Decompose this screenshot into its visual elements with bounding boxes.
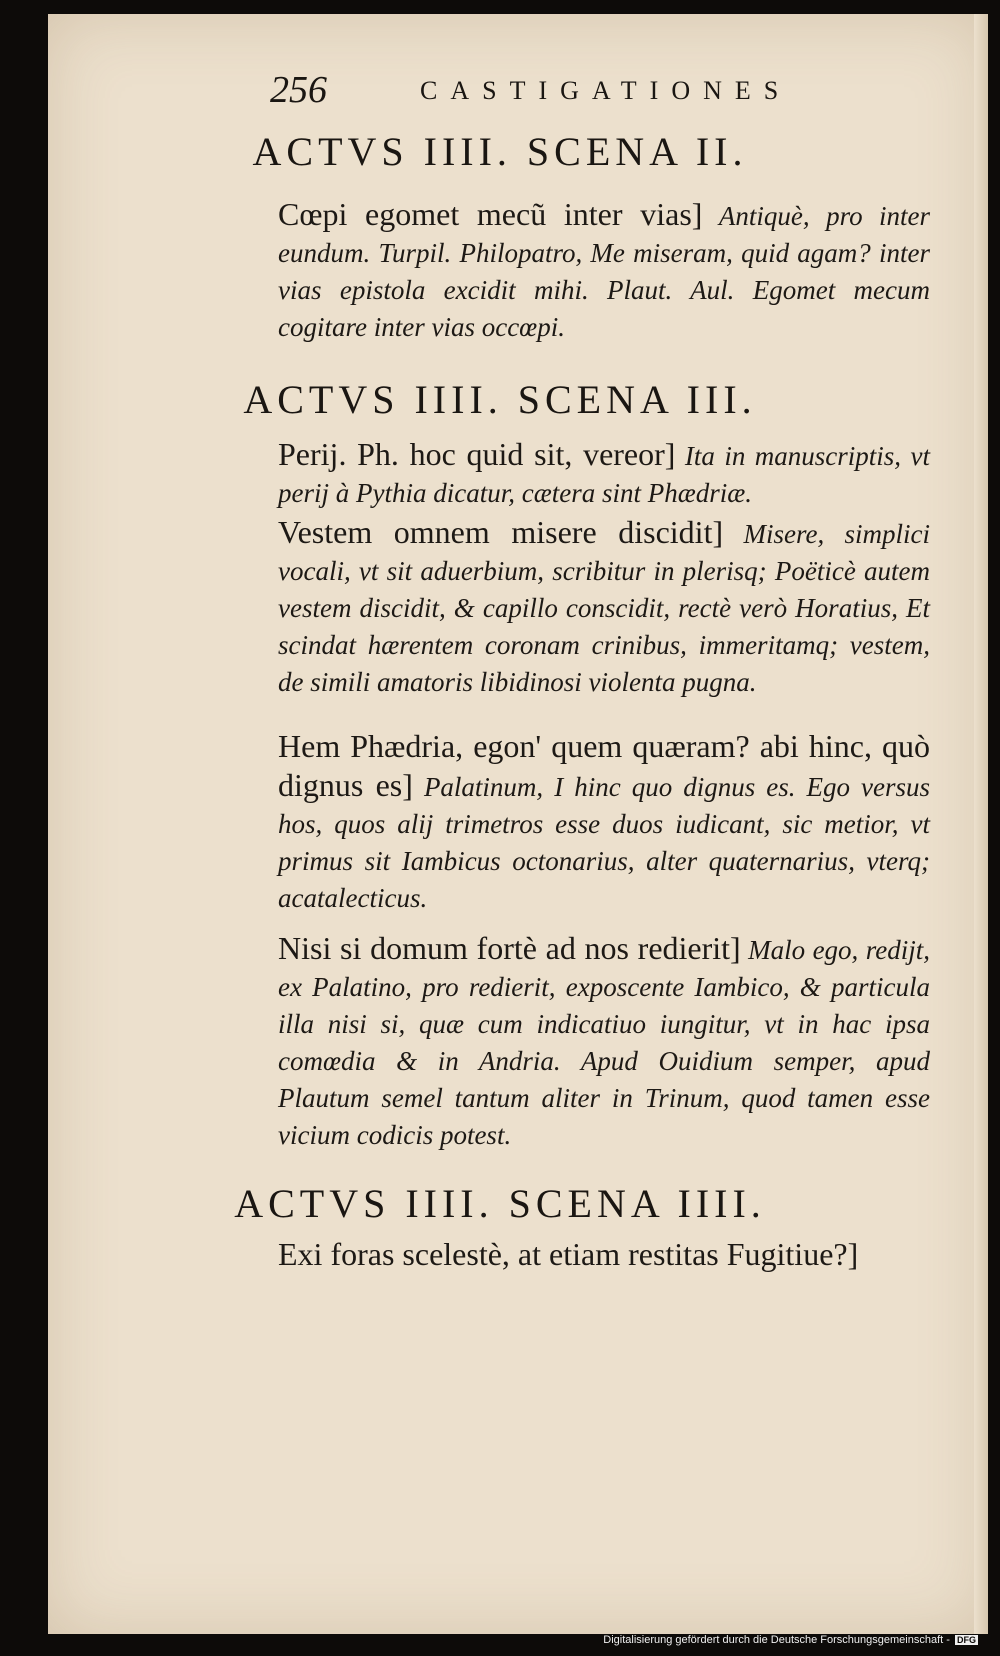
section-heading-scena-2: ACTVS IIII. SCENA II. (252, 129, 748, 174)
section-heading-scena-3: ACTVS IIII. SCENA III. (243, 377, 757, 422)
commentary-paragraph (278, 436, 930, 512)
commentary-note: Antiquè, pro inter eundum. Turpil. Philopatro, Me miseram, quid agam? inter vias epistola excidit mihi. Plaut. Aul. Egomet mecum cogitare inter vias occœpi. (278, 201, 931, 342)
commentary-note: Misere, simplici vocali, vt sit aduerbium, scribitur in plerisq; Poëticè autem vestem discidit, & capillo conscidit, rectè verò Horatius, Et scindat hærentem coronam crinibus, immeritamq; vestem, de simili amatoris libidinosi violenta pugna. (278, 519, 931, 697)
page-number: 256 (270, 69, 327, 111)
lemma: Cœpi egomet mecũ inter vias] (278, 196, 703, 232)
commentary-note: Palatinum, I hinc quo dignus es. Ego versus hos, quos alij trimetros esse duos iudicant, sic metior, vt primus sit Iambicus octonarius, alter quaternarius, vterq; acatalecticus. (278, 772, 930, 913)
section-heading-scena-4: ACTVS IIII. SCENA IIII. (234, 1181, 766, 1226)
lemma: Nisi si domum fortè ad nos redierit] (278, 930, 741, 966)
lemma: Hem Phædria, egon' quem quæram? abi hinc, quò dignus es] (278, 728, 930, 803)
running-head (270, 68, 890, 118)
dfg-logo: DFG (957, 1635, 976, 1646)
lemma: Vestem omnem misere discidit] (278, 514, 724, 550)
commentary-note: Malo ego, redijt, ex Palatino, pro redierit, exposcente Iambico, & particula illa nisi si, quæ cum indicatiuo iungitur, vt in hac ipsa comœdia & in Andria. Apud Ouidium semper, apud Plautum semel tantum aliter in Trinum, quod tamen esse vicium codicis potest. (278, 935, 930, 1150)
commentary-paragraph (278, 196, 930, 346)
commentary-note: Ita in manuscriptis, vt perij à Pythia dicatur, cætera sint Phædriæ. (278, 441, 930, 508)
digitization-credit (603, 1634, 978, 1646)
lemma: Exi foras scelestè, at etiam restitas Fugitiue?] (278, 1236, 859, 1272)
commentary-paragraph (278, 930, 930, 1154)
commentary-paragraph (278, 1236, 930, 1275)
running-title: CASTIGATIONES (420, 76, 792, 105)
commentary-paragraph (278, 514, 930, 701)
lemma: Perij. Ph. hoc quid sit, vereor] (278, 436, 676, 472)
credit-text: Digitalisierung gefördert durch die Deutsche Forschungsgemeinschaft - (603, 1634, 950, 1646)
page-gutter-shadow (974, 14, 988, 1634)
commentary-paragraph (278, 728, 930, 917)
